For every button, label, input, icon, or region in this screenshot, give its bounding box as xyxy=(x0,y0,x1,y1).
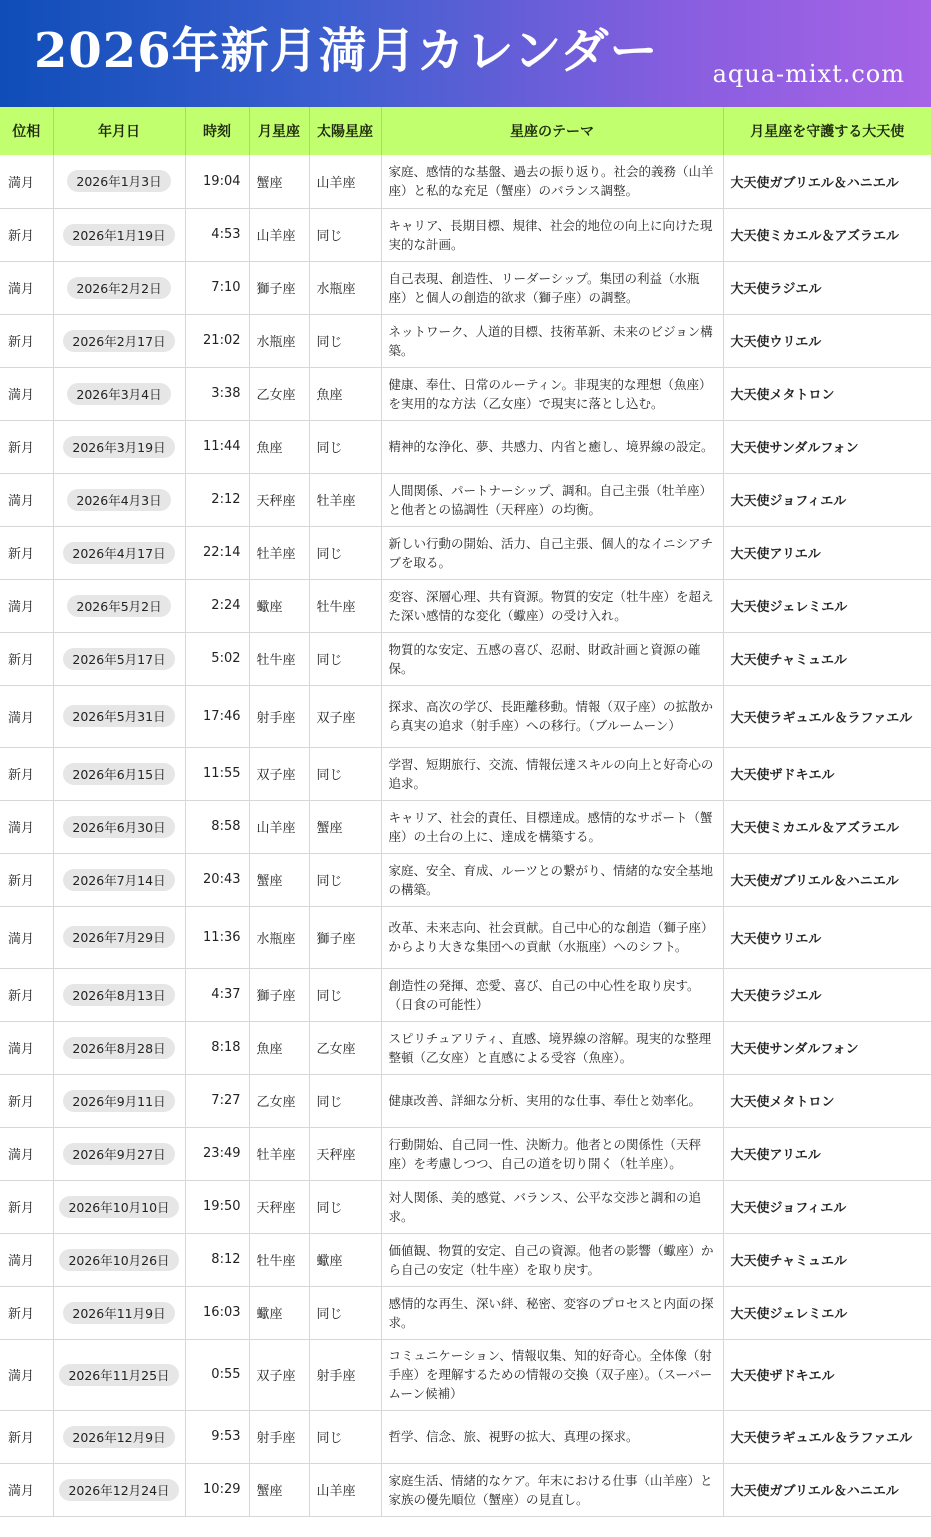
time-cell: 21:02 xyxy=(185,314,249,367)
table-body xyxy=(0,155,931,1516)
angel-cell: 大天使ラギュエル＆ラファエル xyxy=(723,1410,931,1463)
sun-sign-cell: 射手座 xyxy=(309,1339,381,1410)
time-cell: 2:24 xyxy=(185,579,249,632)
moon-sign-cell: 蟹座 xyxy=(249,155,309,208)
angel-cell: 大天使ウリエル xyxy=(723,906,931,968)
theme-cell xyxy=(381,208,723,261)
table-row xyxy=(0,1339,931,1410)
angel-cell: 大天使メタトロン xyxy=(723,367,931,420)
angel-cell: 大天使ガブリエル＆ハニエル xyxy=(723,1463,931,1516)
date-pill: 2026年4月3日 xyxy=(67,489,170,511)
theme-text: 創造性の発揮、恋愛、喜び、自己の中心性を取り戻す。（日食の可能性） xyxy=(388,977,700,1012)
time-cell: 10:29 xyxy=(185,1463,249,1516)
date-pill: 2026年12月24日 xyxy=(59,1479,178,1501)
theme-text: 改革、未来志向、社会貢献。自己中心的な創造（獅子座）からより大きな集団への貢献（水瓶座）へのシフト。 xyxy=(388,920,714,954)
date-pill: 2026年8月28日 xyxy=(63,1037,174,1059)
table-row xyxy=(0,367,931,420)
date-cell xyxy=(53,1233,185,1286)
date-cell xyxy=(53,579,185,632)
table-row xyxy=(0,1410,931,1463)
phase-cell: 新月 xyxy=(0,208,53,261)
date-cell xyxy=(53,420,185,473)
table-row xyxy=(0,420,931,473)
theme-text: キャリア、社会的責任、目標達成。感情的なサポート（蟹座）の土台の上に、達成を構築する。 xyxy=(388,809,713,844)
date-cell xyxy=(53,747,185,800)
theme-cell xyxy=(381,853,723,906)
moon-sign-cell: 双子座 xyxy=(249,747,309,800)
time-cell: 5:02 xyxy=(185,632,249,685)
time-cell: 0:55 xyxy=(185,1339,249,1410)
date-cell xyxy=(53,685,185,747)
table-row xyxy=(0,526,931,579)
moon-sign-cell: 蟹座 xyxy=(249,853,309,906)
theme-cell xyxy=(381,747,723,800)
theme-text: 物質的な安定、五感の喜び、忍耐、財政計画と資源の確保。 xyxy=(388,641,701,676)
theme-text: 家庭、安全、育成、ルーツとの繋がり、情緒的な安全基地の構築。 xyxy=(388,862,714,897)
table-row xyxy=(0,1463,931,1516)
moon-sign-cell: 水瓶座 xyxy=(249,906,309,968)
theme-text: 家庭生活、情緒的なケア。年末における仕事（山羊座）と家族の優先順位（蟹座）の見直し。 xyxy=(388,1472,713,1507)
table-row xyxy=(0,632,931,685)
time-cell: 4:37 xyxy=(185,968,249,1021)
theme-text: スピリチュアリティ、直感、境界線の溶解。現実的な整理整頓（乙女座）と直感による受容（魚座）。 xyxy=(388,1030,712,1065)
theme-text: 探求、高次の学び、長距離移動。情報（双子座）の拡散から真実の追求（射手座）への移行。（ブルームーン） xyxy=(388,699,714,733)
sun-sign-cell: 天秤座 xyxy=(309,1127,381,1180)
phase-cell: 満月 xyxy=(0,155,53,208)
phase-cell: 新月 xyxy=(0,853,53,906)
time-cell: 11:55 xyxy=(185,747,249,800)
angel-cell: 大天使チャミュエル xyxy=(723,632,931,685)
date-cell xyxy=(53,800,185,853)
date-cell xyxy=(53,632,185,685)
date-cell xyxy=(53,1339,185,1410)
phase-cell: 新月 xyxy=(0,1074,53,1127)
moon-sign-cell: 牡羊座 xyxy=(249,526,309,579)
theme-cell xyxy=(381,1180,723,1233)
column-header-time: 時刻 xyxy=(185,107,249,155)
angel-cell: 大天使ガブリエル＆ハニエル xyxy=(723,155,931,208)
theme-text: 人間関係、パートナーシップ、調和。自己主張（牡羊座）と他者との協調性（天秤座）の均衡。 xyxy=(388,482,713,517)
theme-cell xyxy=(381,261,723,314)
date-pill: 2026年5月17日 xyxy=(63,648,174,670)
moon-sign-cell: 山羊座 xyxy=(249,800,309,853)
angel-cell: 大天使サンダルフォン xyxy=(723,420,931,473)
phase-cell: 満月 xyxy=(0,1339,53,1410)
table-row xyxy=(0,1021,931,1074)
phase-cell: 新月 xyxy=(0,1410,53,1463)
time-cell: 23:49 xyxy=(185,1127,249,1180)
column-header-moon-sign: 月星座 xyxy=(249,107,309,155)
theme-text: コミュニケーション、情報収集、知的好奇心。全体像（射手座）を理解するための情報の交換（双子座）。（スーパームーン候補） xyxy=(388,1348,713,1401)
date-cell xyxy=(53,1286,185,1339)
date-cell xyxy=(53,1074,185,1127)
date-pill: 2026年5月31日 xyxy=(63,705,174,727)
phase-cell: 新月 xyxy=(0,632,53,685)
table-row xyxy=(0,261,931,314)
phase-cell: 満月 xyxy=(0,1233,53,1286)
theme-cell xyxy=(381,420,723,473)
date-pill: 2026年2月17日 xyxy=(63,330,174,352)
moon-sign-cell: 天秤座 xyxy=(249,473,309,526)
date-cell xyxy=(53,968,185,1021)
table-row xyxy=(0,968,931,1021)
date-cell xyxy=(53,526,185,579)
date-cell xyxy=(53,208,185,261)
phase-cell: 満月 xyxy=(0,1021,53,1074)
time-cell: 8:18 xyxy=(185,1021,249,1074)
phase-cell: 新月 xyxy=(0,314,53,367)
theme-text: 家庭、感情的な基盤、過去の振り返り。社会的義務（山羊座）と私的な充足（蟹座）のバランス調整。 xyxy=(388,164,714,199)
time-cell: 16:03 xyxy=(185,1286,249,1339)
time-cell: 9:53 xyxy=(185,1410,249,1463)
moon-sign-cell: 魚座 xyxy=(249,1021,309,1074)
time-cell: 8:58 xyxy=(185,800,249,853)
sun-sign-cell: 同じ xyxy=(309,853,381,906)
angel-cell: 大天使ジョフィエル xyxy=(723,1180,931,1233)
date-pill: 2026年8月13日 xyxy=(63,984,174,1006)
time-cell: 7:27 xyxy=(185,1074,249,1127)
theme-text: ネットワーク、人道的目標、技術革新、未来のビジョン構築。 xyxy=(388,323,713,358)
sun-sign-cell: 牡牛座 xyxy=(309,579,381,632)
time-cell: 11:36 xyxy=(185,906,249,968)
sun-sign-cell: 水瓶座 xyxy=(309,261,381,314)
theme-text: 変容、深層心理、共有資源。物質的安定（牡牛座）を超えた深い感情的な変化（蠍座）の受け入れ。 xyxy=(388,588,714,623)
theme-cell xyxy=(381,1074,723,1127)
angel-cell: 大天使アリエル xyxy=(723,1127,931,1180)
phase-cell: 満月 xyxy=(0,1463,53,1516)
table-row xyxy=(0,906,931,968)
date-pill: 2026年12月9日 xyxy=(63,1426,174,1448)
table-row xyxy=(0,1074,931,1127)
angel-cell: 大天使サンダルフォン xyxy=(723,1021,931,1074)
time-cell: 17:46 xyxy=(185,685,249,747)
sun-sign-cell: 蠍座 xyxy=(309,1233,381,1286)
date-cell xyxy=(53,906,185,968)
sun-sign-cell: 同じ xyxy=(309,1286,381,1339)
date-cell xyxy=(53,853,185,906)
column-header-date: 年月日 xyxy=(53,107,185,155)
angel-cell: 大天使ラジエル xyxy=(723,968,931,1021)
sun-sign-cell: 乙女座 xyxy=(309,1021,381,1074)
theme-cell xyxy=(381,1410,723,1463)
angel-cell: 大天使ラジエル xyxy=(723,261,931,314)
moon-sign-cell: 射手座 xyxy=(249,1410,309,1463)
date-pill: 2026年3月19日 xyxy=(63,436,174,458)
theme-text: 行動開始、自己同一性、決断力。他者との関係性（天秤座）を考慮しつつ、自己の道を切り開く（牡羊座）。 xyxy=(388,1136,702,1171)
date-cell xyxy=(53,1463,185,1516)
table-row xyxy=(0,314,931,367)
phase-cell: 満月 xyxy=(0,906,53,968)
table-row xyxy=(0,208,931,261)
date-cell xyxy=(53,1127,185,1180)
date-cell xyxy=(53,1021,185,1074)
date-pill: 2026年11月9日 xyxy=(63,1302,174,1324)
theme-cell xyxy=(381,367,723,420)
table-row xyxy=(0,155,931,208)
time-cell: 20:43 xyxy=(185,853,249,906)
theme-cell xyxy=(381,685,723,747)
theme-cell xyxy=(381,1463,723,1516)
moon-sign-cell: 獅子座 xyxy=(249,261,309,314)
date-pill: 2026年10月10日 xyxy=(59,1196,178,1218)
date-pill: 2026年7月14日 xyxy=(63,869,174,891)
theme-cell xyxy=(381,1339,723,1410)
sun-sign-cell: 蟹座 xyxy=(309,800,381,853)
angel-cell: 大天使ジェレミエル xyxy=(723,1286,931,1339)
table-header-row xyxy=(0,107,931,155)
phase-cell: 満月 xyxy=(0,800,53,853)
sun-sign-cell: 同じ xyxy=(309,208,381,261)
date-pill: 2026年1月3日 xyxy=(67,170,170,192)
time-cell: 22:14 xyxy=(185,526,249,579)
theme-text: 感情的な再生、深い絆、秘密、変容のプロセスと内面の探求。 xyxy=(388,1295,714,1330)
column-header-theme: 星座のテーマ xyxy=(381,107,723,155)
date-pill: 2026年6月15日 xyxy=(63,763,174,785)
table-row xyxy=(0,579,931,632)
phase-cell: 新月 xyxy=(0,747,53,800)
table-row xyxy=(0,1180,931,1233)
theme-cell xyxy=(381,473,723,526)
theme-cell xyxy=(381,906,723,968)
phase-cell: 新月 xyxy=(0,420,53,473)
sun-sign-cell: 同じ xyxy=(309,420,381,473)
time-cell: 2:12 xyxy=(185,473,249,526)
theme-cell xyxy=(381,632,723,685)
moon-sign-cell: 射手座 xyxy=(249,685,309,747)
theme-text: 価値観、物質的安定、自己の資源。他者の影響（蠍座）から自己の安定（牡牛座）を取り戻す。 xyxy=(388,1242,714,1277)
table-row xyxy=(0,800,931,853)
sun-sign-cell: 同じ xyxy=(309,747,381,800)
theme-cell xyxy=(381,579,723,632)
phase-cell: 満月 xyxy=(0,473,53,526)
theme-cell xyxy=(381,800,723,853)
date-pill: 2026年4月17日 xyxy=(63,542,174,564)
time-cell: 19:04 xyxy=(185,155,249,208)
calendar-table xyxy=(0,107,931,1517)
theme-cell xyxy=(381,968,723,1021)
time-cell: 4:53 xyxy=(185,208,249,261)
angel-cell: 大天使ザドキエル xyxy=(723,747,931,800)
sun-sign-cell: 山羊座 xyxy=(309,1463,381,1516)
date-cell xyxy=(53,473,185,526)
date-cell xyxy=(53,155,185,208)
angel-cell: 大天使ミカエル＆アズラエル xyxy=(723,208,931,261)
sun-sign-cell: 山羊座 xyxy=(309,155,381,208)
moon-sign-cell: 乙女座 xyxy=(249,367,309,420)
date-pill: 2026年2月2日 xyxy=(67,277,170,299)
angel-cell: 大天使アリエル xyxy=(723,526,931,579)
sun-sign-cell: 同じ xyxy=(309,632,381,685)
sun-sign-cell: 同じ xyxy=(309,968,381,1021)
moon-sign-cell: 乙女座 xyxy=(249,1074,309,1127)
angel-cell: 大天使ガブリエル＆ハニエル xyxy=(723,853,931,906)
phase-cell: 満月 xyxy=(0,367,53,420)
moon-sign-cell: 魚座 xyxy=(249,420,309,473)
date-pill: 2026年11月25日 xyxy=(59,1364,178,1386)
column-header-phase: 位相 xyxy=(0,107,53,155)
sun-sign-cell: 同じ xyxy=(309,526,381,579)
phase-cell: 満月 xyxy=(0,261,53,314)
date-pill: 2026年3月4日 xyxy=(67,383,170,405)
angel-cell: 大天使ジョフィエル xyxy=(723,473,931,526)
moon-sign-cell: 牡羊座 xyxy=(249,1127,309,1180)
date-pill: 2026年10月26日 xyxy=(59,1249,178,1271)
phase-cell: 新月 xyxy=(0,526,53,579)
theme-cell xyxy=(381,526,723,579)
date-pill: 2026年1月19日 xyxy=(63,224,174,246)
moon-sign-cell: 牡牛座 xyxy=(249,632,309,685)
theme-text: 哲学、信念、旅、視野の拡大、真理の探求。 xyxy=(388,1429,639,1444)
moon-sign-cell: 双子座 xyxy=(249,1339,309,1410)
theme-cell xyxy=(381,1021,723,1074)
moon-sign-cell: 天秤座 xyxy=(249,1180,309,1233)
date-pill: 2026年9月27日 xyxy=(63,1143,174,1165)
angel-cell: 大天使ジェレミエル xyxy=(723,579,931,632)
date-cell xyxy=(53,1410,185,1463)
theme-cell xyxy=(381,1233,723,1286)
table-row xyxy=(0,473,931,526)
sun-sign-cell: 双子座 xyxy=(309,685,381,747)
moon-sign-cell: 蟹座 xyxy=(249,1463,309,1516)
date-cell xyxy=(53,314,185,367)
date-pill: 2026年7月29日 xyxy=(63,926,174,948)
table-row xyxy=(0,853,931,906)
date-cell xyxy=(53,367,185,420)
phase-cell: 満月 xyxy=(0,685,53,747)
moon-sign-cell: 牡牛座 xyxy=(249,1233,309,1286)
table-row xyxy=(0,685,931,747)
theme-text: 学習、短期旅行、交流、情報伝達スキルの向上と好奇心の追求。 xyxy=(388,756,714,791)
time-cell: 8:12 xyxy=(185,1233,249,1286)
angel-cell: 大天使ザドキエル xyxy=(723,1339,931,1410)
theme-text: 精神的な浄化、夢、共感力、内省と癒し、境界線の設定。 xyxy=(388,439,714,454)
header-banner xyxy=(0,0,931,107)
page-title: 2026年新月満月カレンダー xyxy=(34,23,659,79)
moon-sign-cell: 蠍座 xyxy=(249,1286,309,1339)
date-cell xyxy=(53,261,185,314)
angel-cell: 大天使ミカエル＆アズラエル xyxy=(723,800,931,853)
table-row xyxy=(0,747,931,800)
theme-text: 対人関係、美的感覚、バランス、公平な交渉と調和の追求。 xyxy=(388,1189,702,1224)
theme-cell xyxy=(381,314,723,367)
theme-text: 自己表現、創造性、リーダーシップ。集団の利益（水瓶座）と個人の創造的欲求（獅子座）の調整。 xyxy=(388,270,700,305)
theme-text: 健康改善、詳細な分析、実用的な仕事、奉仕と効率化。 xyxy=(388,1093,702,1108)
date-cell xyxy=(53,1180,185,1233)
theme-cell xyxy=(381,1286,723,1339)
time-cell: 19:50 xyxy=(185,1180,249,1233)
angel-cell: 大天使チャミュエル xyxy=(723,1233,931,1286)
column-header-angel: 月星座を守護する大天使 xyxy=(723,107,931,155)
moon-sign-cell: 山羊座 xyxy=(249,208,309,261)
sun-sign-cell: 同じ xyxy=(309,314,381,367)
moon-sign-cell: 蠍座 xyxy=(249,579,309,632)
theme-cell xyxy=(381,155,723,208)
sun-sign-cell: 魚座 xyxy=(309,367,381,420)
angel-cell: 大天使メタトロン xyxy=(723,1074,931,1127)
theme-text: キャリア、長期目標、規律、社会的地位の向上に向けた現実的な計画。 xyxy=(388,217,713,252)
phase-cell: 新月 xyxy=(0,1286,53,1339)
table-row xyxy=(0,1286,931,1339)
moon-sign-cell: 水瓶座 xyxy=(249,314,309,367)
time-cell: 3:38 xyxy=(185,367,249,420)
theme-cell xyxy=(381,1127,723,1180)
column-header-sun-sign: 太陽星座 xyxy=(309,107,381,155)
time-cell: 11:44 xyxy=(185,420,249,473)
date-pill: 2026年6月30日 xyxy=(63,816,174,838)
sun-sign-cell: 同じ xyxy=(309,1410,381,1463)
phase-cell: 新月 xyxy=(0,1180,53,1233)
time-cell: 7:10 xyxy=(185,261,249,314)
phase-cell: 新月 xyxy=(0,968,53,1021)
site-name: aqua-mixt.com xyxy=(712,60,905,88)
sun-sign-cell: 牡羊座 xyxy=(309,473,381,526)
date-pill: 2026年9月11日 xyxy=(63,1090,174,1112)
theme-text: 健康、奉仕、日常のルーティン。非現実的な理想（魚座）を実用的な方法（乙女座）で現実に落とし込む。 xyxy=(388,376,712,411)
table-row xyxy=(0,1233,931,1286)
sun-sign-cell: 獅子座 xyxy=(309,906,381,968)
phase-cell: 満月 xyxy=(0,579,53,632)
sun-sign-cell: 同じ xyxy=(309,1074,381,1127)
angel-cell: 大天使ウリエル xyxy=(723,314,931,367)
date-pill: 2026年5月2日 xyxy=(67,595,170,617)
angel-cell: 大天使ラギュエル＆ラファエル xyxy=(723,685,931,747)
table-row xyxy=(0,1127,931,1180)
moon-sign-cell: 獅子座 xyxy=(249,968,309,1021)
sun-sign-cell: 同じ xyxy=(309,1180,381,1233)
phase-cell: 満月 xyxy=(0,1127,53,1180)
theme-text: 新しい行動の開始、活力、自己主張、個人的なイニシアチブを取る。 xyxy=(388,535,714,570)
